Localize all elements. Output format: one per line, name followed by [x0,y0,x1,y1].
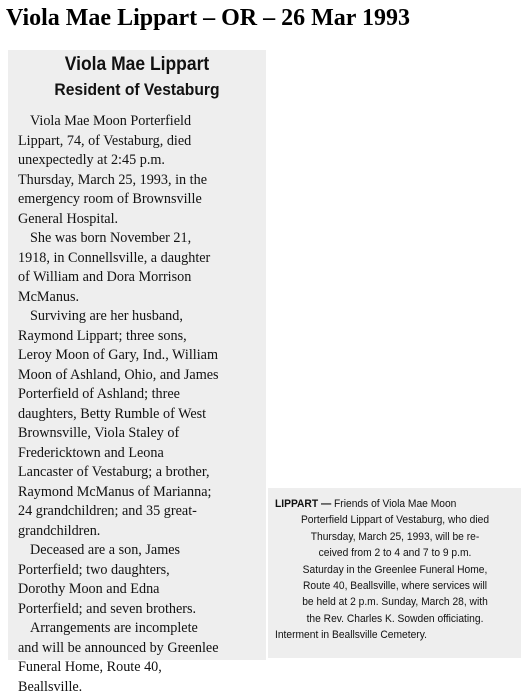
text-line: Deceased are a son, James [18,541,256,561]
funeral-notice-first-line: Friends of Viola Mae Moon [334,498,456,510]
text-line: McManus. [18,288,256,308]
text-line: 1918, in Connellsville, a daughter [18,249,256,269]
obituary-paragraph-death [18,112,256,229]
obituary-subheadline: Resident of Vestaburg [28,78,247,102]
text-line: Funeral Home, Route 40, [18,658,256,678]
text-line: Thursday, March 25, 1993, will be re- [287,529,503,545]
obituary-paragraph-deceased [18,541,256,619]
text-line: Lippart, 74, of Vestaburg, died [18,132,256,152]
text-line: ceived from 2 to 4 and 7 to 9 p.m. [287,545,503,561]
obituary-name-headline: Viola Mae Lippart [28,52,247,78]
obituary-paragraph-survivors [18,307,256,541]
funeral-notice-body [275,496,515,644]
text-line: Porterfield; two daughters, [18,561,256,581]
text-line: Saturday in the Greenlee Funeral Home, [287,562,503,578]
text-line: be held at 2 p.m. Sunday, March 28, with [287,594,503,610]
text-line: Surviving are her husband, [18,307,256,327]
text-line: Thursday, March 25, 1993, in the [18,171,256,191]
funeral-notice-clipping [268,488,521,658]
text-line: Leroy Moon of Gary, Ind., William [18,346,256,366]
text-line: Raymond McManus of Marianna; [18,483,256,503]
text-line: daughters, Betty Rumble of West [18,405,256,425]
text-line: She was born November 21, [18,229,256,249]
text-line: emergency room of Brownsville [18,190,256,210]
text-line: Porterfield Lippart of Vestaburg, who died [287,512,503,528]
obituary-body [18,112,256,697]
obituary-paragraph-arrangements [18,619,256,697]
text-line: Route 40, Beallsville, where services will [287,578,503,594]
funeral-notice-lead: LIPPART — [275,498,331,510]
text-line: unexpectedly at 2:45 p.m. [18,151,256,171]
text-line: Interment in Beallsville Cemetery. [275,627,491,643]
text-line: Raymond Lippart; three sons, [18,327,256,347]
text-line: Porterfield of Ashland; three [18,385,256,405]
text-line: of William and Dora Morrison [18,268,256,288]
text-line: Arrangements are incomplete [18,619,256,639]
text-line: Brownsville, Viola Staley of [18,424,256,444]
obituary-clipping [8,50,266,660]
text-line: Viola Mae Moon Porterfield [18,112,256,132]
text-line [275,496,491,512]
text-line: the Rev. Charles K. Sowden officiating. [287,611,503,627]
text-line: Fredericktown and Leona [18,444,256,464]
text-line: Beallsville. [18,678,256,697]
text-line: Dorothy Moon and Edna [18,580,256,600]
text-line: Porterfield; and seven brothers. [18,600,256,620]
text-line: Moon of Ashland, Ohio, and James [18,366,256,386]
text-line: and will be announced by Greenlee [18,639,256,659]
text-line: General Hospital. [18,210,256,230]
text-line: grandchildren. [18,522,256,542]
text-line: Lancaster of Vestaburg; a brother, [18,463,256,483]
page-title: Viola Mae Lippart – OR – 26 Mar 1993 [6,2,410,34]
obituary-paragraph-birth [18,229,256,307]
text-line: 24 grandchildren; and 35 great- [18,502,256,522]
